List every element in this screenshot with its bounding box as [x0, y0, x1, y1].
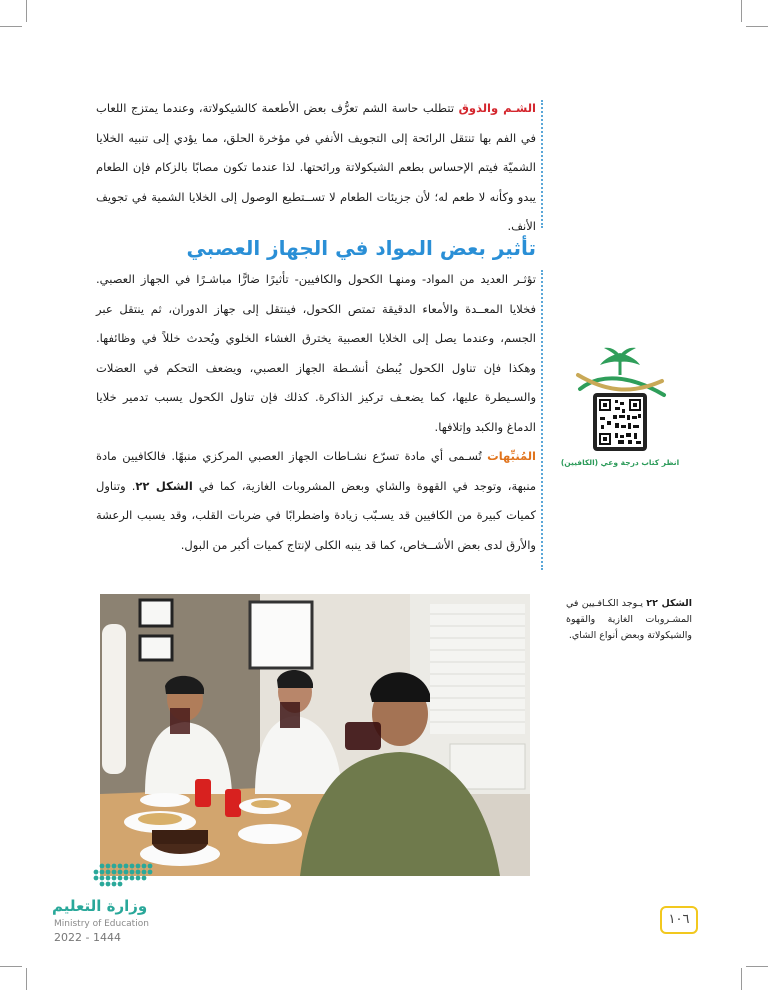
crop-mark	[746, 26, 768, 27]
crop-mark	[741, 0, 742, 22]
figure-caption	[566, 596, 692, 644]
drugs-section	[96, 265, 536, 560]
smell-taste-keyword: الشـم والذوق	[458, 101, 536, 115]
figure-reference: الشكل ٢٢	[135, 478, 193, 493]
stimulants-keyword: المُنبِّهات	[487, 449, 536, 463]
smell-taste-text: تتطلب حاسة الشم تعرُّف بعض الأطعمة كالشيكولاتة، وعندما يمتزج اللعاب في الفم بها تنتقل الرائحة إلى التجويف الأنفي في مؤخرة الحلق، مما يؤدي إلى تنبيه الخلايا الشميّة فيتم الإحساس بطعم الشيكولاتة ورائحتها. لذا عندما تكون مصابًا بالزكام فإن الطعام يبدو وكأنه لا طعم له؛ لأن جزيئات الطعام لا تســتطيع الوصول إلى الخلايا الشمية في تجويف الأنف.	[96, 101, 536, 233]
figure-label: الشكل ٢٢	[646, 598, 692, 609]
stimulants-text-a: تُسـمى أي مادة تسرّع نشـاطات الجهاز العصبي المركزي منبهًا. فالكافيين مادة منبهة، وتوجد في القهوة والشاي وبعض المشروبات الغازية، كما في	[96, 449, 537, 493]
smell-taste-paragraph	[96, 94, 536, 242]
qr-caption: انظر كتاب درجة وعي (الكافيين)	[560, 458, 680, 467]
ministry-name-arabic: وزارة التعليم	[52, 897, 148, 915]
crop-mark	[746, 966, 768, 967]
section-heading: تأثير بعض المواد في الجهاز العصبي	[186, 236, 536, 260]
ministry-name-english: Ministry of Education	[54, 919, 149, 929]
side-rule-drugs	[541, 270, 543, 570]
crop-mark	[26, 0, 27, 22]
crop-mark	[0, 966, 22, 967]
edition-year: 2022 - 1444	[54, 931, 121, 944]
crop-mark	[0, 26, 22, 27]
side-rule-smell	[541, 100, 543, 228]
page-number-badge: ١٠٦	[660, 906, 698, 934]
ministry-dots-icon	[50, 860, 170, 900]
figure-photo-boys-drinking	[100, 594, 530, 876]
qr-code-panel[interactable]	[560, 345, 680, 470]
crop-mark	[26, 968, 27, 990]
alcohol-paragraph: تؤثـر العديد من المواد- ومنهـا الكحول والكافيين- تأثيرًا ضارًّا مباشـرًا في الجهاز العصبي. فخلايا المعــدة والأمعاء الدقيقة تمتص الكحول، فينتقل إلى جهاز الدوران، ثم ينتقل عبر الجسم، وعندما يصل إلى الخلايا العصبية يخترق الغشاء الخلوي ويُحدث خللاً في وظائفها. وهكذا فإن تناول الكحول يُبطئ أنشـطة الجهاز العصبي، ويضعف التحكم في العضلات والسـيطرة عليها، كما يضعـف تركيز الذاكرة. كذلك فإن تناول الكحول يسبب تدمير خلايا الدماغ والكبد وإتلافها.	[96, 272, 536, 434]
crop-mark	[741, 968, 742, 990]
figure-caption-text: يـوجد الكـافـيين في المشـروبات الغازية والقهوة والشيكولاتة وبعض أنواع الشاي.	[566, 598, 692, 641]
palm-swords-emblem	[560, 345, 680, 470]
stimulants-paragraph	[96, 442, 536, 560]
stimulants-text-b: . وتناول كميات كبيرة من الكافيين قد يسـبّب زيادة واضطرابًا في ضربات القلب، وقد يسبب الرعشة والأرق لدى بعض الأشــخاص، كما قد ينبه الكلى لإنتاج كميات أكبر من البول.	[96, 478, 536, 552]
